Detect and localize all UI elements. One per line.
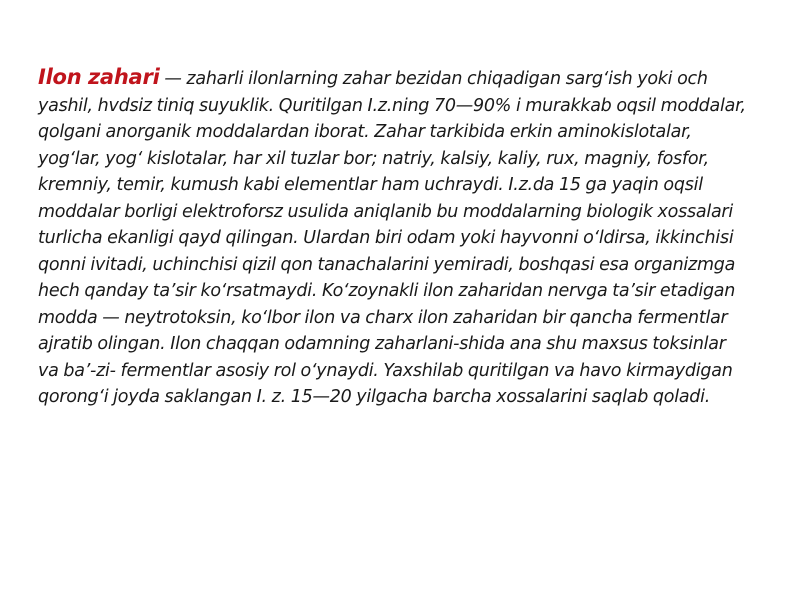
article-body: — zaharli ilonlarning zahar bezidan chiqadigan sarg‘ish yoki och yashil, hvdsiz tiniq suyuklik. Quritilgan I.z.ning 70—90% i murakkab oqsil moddalar, qolgani anorganik moddalardan iborat. Zahar tarkibida erkin aminokislotalar, yog‘lar, yog‘ kislotalar, har xil tuzlar bor; natriy, kalsiy, kaliy, rux, magniy, fosfor, kremniy, temir, kumush kabi elementlar ham uchraydi. I.z.da 15 ga yaqin oqsil moddalar borligi elektroforsz usulida aniqlanib bu moddalarning biologik xossalari turlicha ekanligi qayd qilingan. Ulardan biri odam yoki hayvonni o‘ldirsa, ikkinchisi qonni ivitadi, uchinchisi qizil qon tanachalarini yemiradi, boshqasi esa organizmga hech qanday ta’sir ko‘rsatmaydi. Ko‘zoynakli ilon zaharidan nervga ta’sir etadigan modda — neytrotoksin, ko‘lbor ilon va charx ilon zaharidan bir qancha fermentlar ajratib olingan. Ilon chaqqan odamning zaharlani-shida ana shu maxsus toksinlar va ba’-zi- fermentlar asosiy rol o‘ynaydi. Yaxshilab quritilgan va havo kirmaydigan qorong‘i joyda saklangan I. z. 15—20 yilgacha barcha xossalarini saqlab qoladi. — [38, 69, 746, 407]
article-term: Ilon zahari — [38, 65, 160, 89]
article-paragraph — [38, 64, 750, 411]
